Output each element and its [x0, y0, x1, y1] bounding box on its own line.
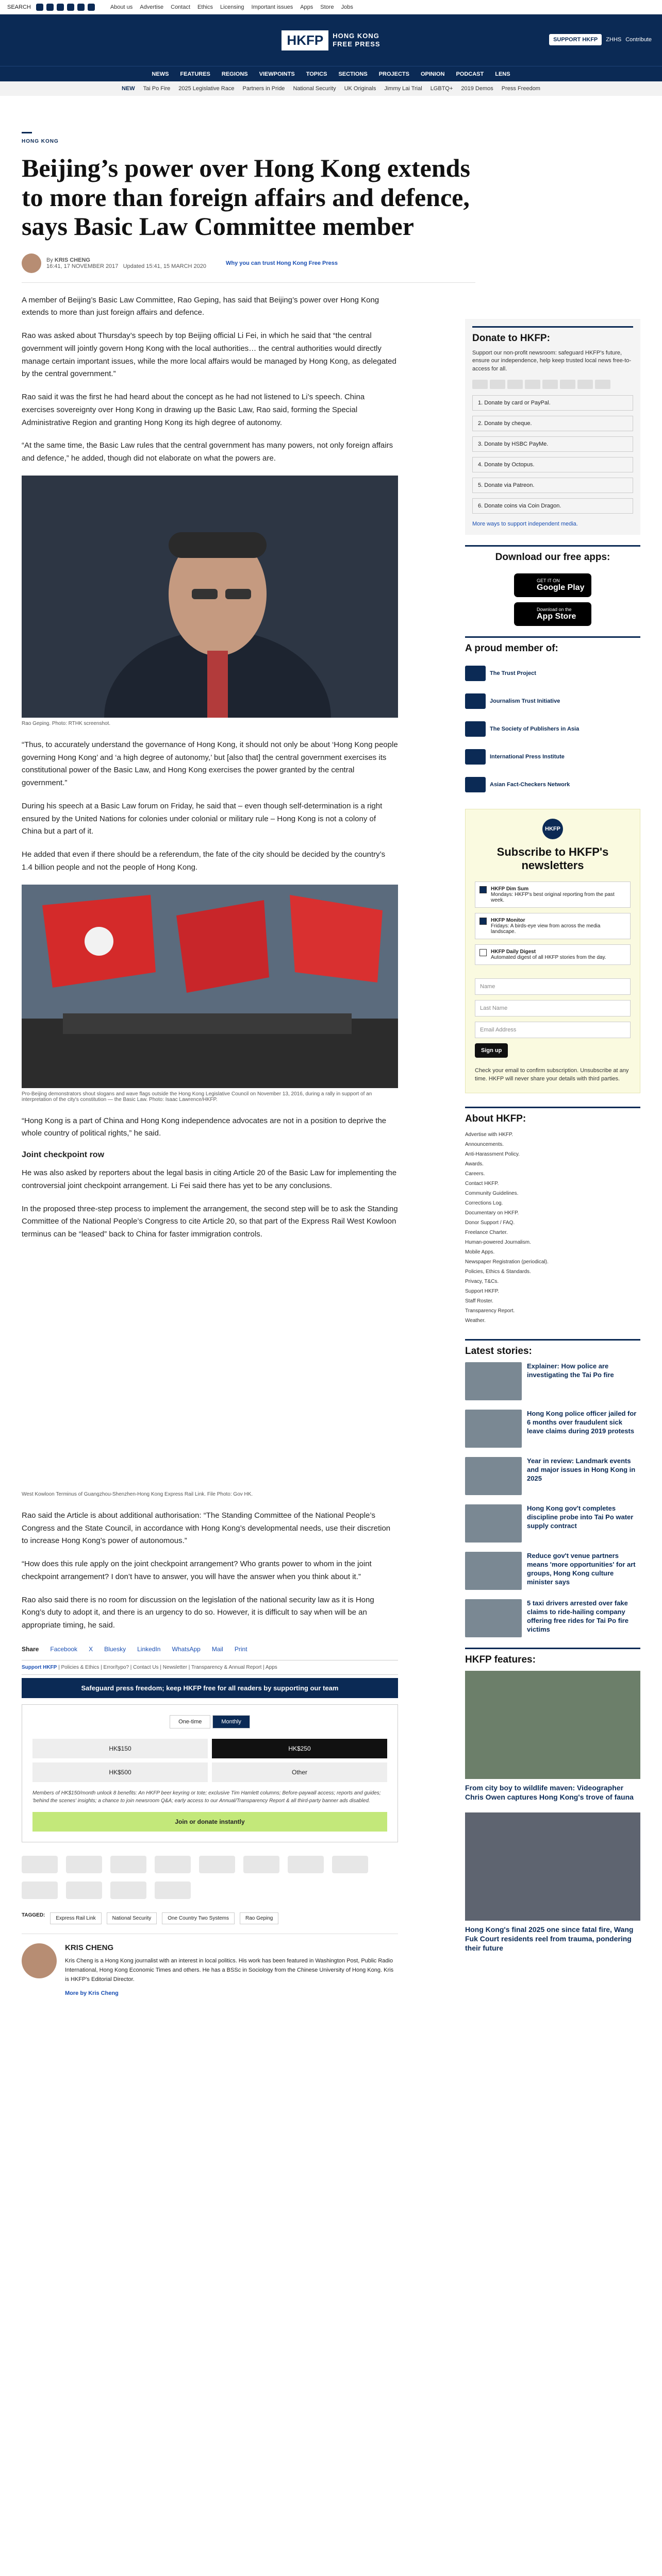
donate-option[interactable]: 4. Donate by Octopus. [472, 457, 633, 472]
tag[interactable]: National Security [107, 1912, 157, 1924]
ticker-item[interactable]: Tai Po Fire [143, 86, 171, 92]
appstore-label: App Store [537, 612, 576, 621]
ticker-item[interactable]: 2025 Legislative Race [178, 86, 235, 92]
nl-option-title: HKFP Daily Digest [491, 949, 536, 955]
gplay-caption: GET IT ON [537, 578, 560, 584]
about-link[interactable]: Privacy, T&Cs. [465, 1279, 499, 1285]
ticker-item[interactable]: UK Originals [344, 86, 376, 92]
photo-rao-geping [22, 476, 398, 718]
visa-icon [110, 1856, 146, 1873]
telegram-icon[interactable] [77, 4, 85, 11]
nl-option-desc: Automated digest of all HKFP stories from the day. [491, 955, 606, 961]
kicker-rule [22, 132, 32, 133]
paragraph: Rao also said there is no room for discussion on the legislation of the national security law as it is Hong Kong’s duty to adopt it, and there is an urgency to do so. However, it is difficult to say when will be an appropriate timing, he said. [22, 1595, 374, 1630]
flag-demonstration-image [22, 885, 398, 1088]
about-link[interactable]: Contact HKFP. [465, 1181, 499, 1187]
amount-option[interactable]: HK$500 [32, 1762, 208, 1782]
paypal-icon [22, 1882, 58, 1899]
ticker-item[interactable]: 2019 Demos [461, 86, 493, 92]
safeguard-banner: Safeguard press freedom; keep HKFP free for all readers by supporting our team [22, 1678, 398, 1698]
about-link[interactable]: Policies, Ethics & Standards. [465, 1269, 531, 1275]
share-bar [22, 1646, 398, 1653]
publish-date: 16:41, 17 NOVEMBER 2017 [46, 263, 119, 269]
member-logo[interactable]: International Press Institute [465, 743, 640, 771]
about-link[interactable]: Weather. [465, 1318, 486, 1324]
story-thumbnail [465, 1362, 522, 1400]
newsletter-panel [465, 809, 640, 1093]
amount-option-selected[interactable]: HK$250 [212, 1739, 387, 1758]
donate-option[interactable]: 6. Donate coins via Coin Dragon. [472, 498, 633, 514]
card-icon [525, 380, 540, 389]
signup-button[interactable]: Sign up [475, 1043, 508, 1058]
story-thumbnail [465, 1504, 522, 1543]
alipay-icon [288, 1856, 324, 1873]
newsletter-note: Check your email to confirm subscription. Unsubscribe at any time. HKFP will never share your details with third parties. [475, 1067, 629, 1082]
about-link[interactable]: Anti-Harassment Policy. [465, 1151, 520, 1158]
nl-option-desc: Fridays: A birds-eye view from across the media landscape. [491, 923, 601, 935]
about-link[interactable]: Newspaper Registration (periodical). [465, 1259, 549, 1265]
app-store-button[interactable] [514, 602, 591, 626]
page-container [22, 132, 640, 1997]
author-bio-name[interactable]: KRIS CHENG [65, 1943, 114, 1952]
x-icon[interactable] [46, 4, 54, 11]
story-title: 5 taxi drivers arrested over fake claims to ride-hailing company offering free rides for Tai Po fire victims [527, 1599, 628, 1633]
nl-option-title: HKFP Monitor [491, 918, 525, 924]
contribute-link[interactable]: Contribute [625, 37, 652, 43]
story-title: Explainer: How police are investigating the Tai Po fire [527, 1362, 614, 1379]
about-link[interactable]: Human-powered Journalism. [465, 1240, 531, 1246]
newsletter-option[interactable] [475, 944, 631, 965]
support-link[interactable]: Support HKFP [22, 1664, 57, 1670]
donate-panel [465, 319, 640, 535]
more-by-author-link[interactable]: More by Kris Cheng [65, 1990, 119, 1997]
donation-widget [22, 1704, 398, 1842]
sopa-icon [465, 721, 486, 737]
about-links [465, 1130, 640, 1326]
about-link[interactable]: Advertise with HKFP. [465, 1132, 514, 1138]
paragraph: In the proposed three-step process to implement the arrangement, the second step will be to ask the Standing Committee of the National People’s Congress to cite Article 20, so that part of the Express Rail West Kowloon terminus can be “leased” back to China for faster immigration controls. [22, 1204, 398, 1239]
donate-option[interactable]: 1. Donate by card or PayPal. [472, 395, 633, 411]
about-link[interactable]: Mobile Apps. [465, 1249, 495, 1256]
appstore-caption: Download on the [537, 607, 572, 613]
share-label: Share [22, 1645, 39, 1653]
youtube-icon[interactable] [67, 4, 74, 11]
story-title: Reduce gov't venue partners means 'more opportunities' for art groups, Hong Kong culture minister says [527, 1552, 636, 1586]
card-icon [577, 380, 593, 389]
google-play-button[interactable] [514, 573, 591, 597]
card-icon [595, 380, 610, 389]
newsletter-option[interactable] [475, 882, 631, 908]
util-link[interactable]: Apps [300, 4, 313, 10]
about-link[interactable]: Donor Support / FAQ. [465, 1220, 515, 1226]
donate-option[interactable]: 2. Donate by cheque. [472, 416, 633, 431]
member-logos [465, 659, 640, 799]
paragraph: “Thus, to accurately understand the governance of Hong Kong, it should not only be about ‘Hong Kong people governing Hong Kong’ and ‘a high degree of autonomy,’ but [also that] the central government exercises its constitutional power of the Basic Law, and Hong Kong exercises the power granted by the central government.” [22, 740, 398, 787]
latest-story[interactable] [465, 1504, 640, 1543]
unionpay-icon [66, 1856, 102, 1873]
photo-west-kowloon-terminus [22, 1251, 398, 1488]
tag-list [22, 1912, 398, 1924]
about-link[interactable]: Documentary on HKFP. [465, 1210, 519, 1216]
story-title: Year in review: Landmark events and major issues in Hong Kong in 2025 [527, 1457, 636, 1482]
checkbox[interactable] [479, 886, 487, 893]
feature-story[interactable] [465, 1671, 640, 1802]
trust-link[interactable]: Why you can trust Hong Kong Free Press [226, 260, 338, 266]
updated-date: Updated 15:41, 15 MARCH 2020 [123, 263, 207, 269]
paragraph: During his speech at a Basic Law forum on Friday, he said that – even though self-determination is a right ensured by the United Nations for colonies under colonial or military rule – Hong Kong is not a colony of China but a part of it. [22, 801, 383, 836]
share-whatsapp[interactable]: WhatsApp [172, 1645, 201, 1653]
share-mail[interactable]: Mail [211, 1645, 223, 1653]
threads-icon[interactable] [88, 4, 95, 11]
util-link[interactable]: Contact [171, 4, 191, 10]
latest-story[interactable] [465, 1552, 640, 1590]
tag[interactable]: Express Rail Link [50, 1912, 101, 1924]
mastercard-icon [22, 1856, 58, 1873]
feature-story[interactable] [465, 1812, 640, 1953]
about-link[interactable]: Careers. [465, 1171, 485, 1177]
latest-heading: Latest stories: [465, 1339, 640, 1362]
paragraph: “At the same time, the Basic Law rules that the central government has many powers, not only foreign affairs and defence,” he added, though did not elaborate on what the powers are. [22, 441, 393, 463]
nl-option-desc: Mondays: HKFP's best original reporting from the past week. [491, 892, 615, 904]
amount-options [32, 1739, 387, 1782]
photo-caption: Rao Geping. Photo: RTHK screenshot. [22, 720, 111, 726]
social-icons [36, 4, 95, 11]
util-link[interactable]: Jobs [341, 4, 353, 10]
ipi-icon [465, 749, 486, 765]
top-utility-bar [0, 0, 662, 14]
frequency-toggle [32, 1715, 387, 1728]
ticker-item[interactable]: National Security [293, 86, 336, 92]
tag[interactable]: One Country Two Systems [162, 1912, 235, 1924]
about-link[interactable]: Support HKFP. [465, 1289, 499, 1295]
story-thumbnail [465, 1457, 522, 1495]
paragraph: Rao said it was the first he had heard about the concept as he had not listened to Li’s speech. China exercises sovereignty over Hong Kong in drawing up the Basic Law, Rao said, forming the Special Administrative Region and granting Hong Kong its high degree of autonomy. [22, 393, 365, 427]
story-thumbnail [465, 1552, 522, 1590]
logo-line1: HONG KONG [333, 32, 379, 40]
ticker-label: NEW [122, 86, 135, 92]
policy-links[interactable]: | Policies & Ethics | Error/typo? | Contact Us | Newsletter | Transparency & Annual Report | Apps [58, 1664, 277, 1670]
jcb-icon [199, 1856, 235, 1873]
rao-portrait-image [22, 476, 398, 718]
nav-item[interactable]: OPINION [420, 71, 445, 77]
gpay-icon [110, 1882, 146, 1899]
donate-heading: Donate to HKFP: [472, 326, 633, 349]
feature-image [465, 1812, 640, 1921]
amount-option[interactable]: Other [212, 1762, 387, 1782]
ticker-item[interactable]: Jimmy Lai Trial [384, 86, 422, 92]
nl-option-title: HKFP Dim Sum [491, 886, 529, 892]
member-heading: A proud member of: [465, 636, 640, 659]
member-logo[interactable]: The Society of Publishers in Asia [465, 715, 640, 743]
nav-item[interactable]: LENS [495, 71, 510, 77]
about-link[interactable]: Announcements. [465, 1142, 504, 1148]
trust-project-icon [465, 666, 486, 681]
join-donate-button[interactable]: Join or donate instantly [32, 1812, 387, 1832]
instagram-icon[interactable] [57, 4, 64, 11]
util-link[interactable]: Ethics [197, 4, 213, 10]
about-link[interactable]: Community Guidelines. [465, 1191, 519, 1197]
story-title: Hong Kong police officer jailed for 6 months over fraudulent sick leave claims during 2019 protests [527, 1410, 637, 1435]
card-icon [542, 380, 558, 389]
amount-option[interactable]: HK$150 [32, 1739, 208, 1758]
about-link[interactable]: Staff Roster. [465, 1298, 493, 1304]
share-linkedin[interactable]: LinkedIn [137, 1645, 161, 1653]
language-switch[interactable]: ZHHS [606, 37, 622, 43]
util-link[interactable]: Store [320, 4, 334, 10]
sidebar [465, 319, 640, 1963]
donate-text[interactable]: Support our non-profit newsroom: safeguard HKFP's future, ensure our independence, help keep trusted local news free-to-access for all. [472, 349, 632, 372]
paragraph: A member of Beijing’s Basic Law Committee, Rao Geping, has said that Beijing’s power over Hong Kong extends to more than just foreign affairs and defence. [22, 295, 379, 317]
story-title: Hong Kong gov't completes discipline probe into Tai Po water supply contract [527, 1504, 634, 1530]
util-link[interactable]: Advertise [140, 4, 164, 10]
octopus-icon [66, 1882, 102, 1899]
main-nav [0, 66, 662, 81]
about-link[interactable]: Freelance Charter. [465, 1230, 508, 1236]
byline: By KRIS CHENG 16:41, 17 NOVEMBER 2017 Updated 15:41, 15 MARCH 2020 Why you can trust Hong Kong Free Press [22, 253, 475, 283]
author-bio-text: Kris Cheng is a Hong Kong journalist with an interest in local politics. His work has been featured in Washington Post, Public Radio International, Hong Kong Economic Times and others. He has a BSSc in Sociology from the Chinese University of Hong Kong. Kris is HKFP's Editorial Director. [65, 1957, 394, 1983]
ticker-item[interactable]: Press Freedom [501, 86, 540, 92]
logo-mark: HKFP [282, 30, 328, 50]
donate-option[interactable]: 3. Donate by HSBC PayMe. [472, 436, 633, 452]
gplay-label: Google Play [537, 583, 585, 592]
author-avatar [22, 253, 41, 273]
share-bluesky[interactable]: Bluesky [104, 1645, 126, 1653]
author-photo [22, 1943, 57, 1978]
util-link[interactable]: Licensing [220, 4, 244, 10]
paragraph: He added that even if there should be a referendum, the fate of the city should be decided by the country’s 1.4 billion people and not the people of Hong Kong. [22, 850, 386, 872]
amex-icon [155, 1856, 191, 1873]
ticker-item[interactable]: LGBTQ+ [430, 86, 453, 92]
article-title: Beijing’s power over Hong Kong extends to more than foreign affairs and defence, says Basic Law Committee member [22, 154, 470, 241]
features-heading: HKFP features: [465, 1648, 640, 1671]
first-name-input[interactable]: Name [475, 978, 631, 995]
toggle-monthly[interactable]: Monthly [212, 1715, 250, 1728]
support-hkfp-button[interactable]: SUPPORT HKFP [549, 34, 602, 45]
paragraph: “How does this rule apply on the joint checkpoint arrangement? Who grants power to whom in the joint checkpoint arrangement? I don’t have to answer, you will have the answer when you think about it.” [22, 1560, 372, 1581]
card-icon [560, 380, 575, 389]
membership-perks: Members of HK$150/month unlock 8 benefits: An HKFP beer keyring or tote; exclusive Tim Hamlett columns; Before-paywall access; reports and guides; 'behind the scenes' insights; a chance to join newsroom Q&A; early access to our Annual/Transparency Report & all third-party banner ads disabled. [32, 1790, 381, 1804]
story-thumbnail [465, 1599, 522, 1637]
about-link[interactable]: Awards. [465, 1161, 484, 1167]
section-heading: Joint checkpoint row [22, 1150, 105, 1159]
nav-item[interactable]: VIEWPOINTS [259, 71, 295, 77]
member-logo[interactable]: Journalism Trust Initiative [465, 687, 640, 715]
util-link[interactable]: Important issues [251, 4, 293, 10]
latest-story[interactable] [465, 1362, 640, 1400]
paragraph: Rao said the Article is about additional authorisation: “The Standing Committee of the National People’s Congress and the State Council, in accordance with Hong Kong’s developmental needs, use their discretion to increase Hong Kong’s power of autonomous.” [22, 1511, 391, 1546]
checkbox[interactable] [479, 918, 487, 925]
photo-caption: West Kowloon Terminus of Guangzhou-Shenzhen-Hong Kong Express Rail Link. File Photo: Gov HK. [22, 1491, 253, 1497]
payment-methods-large [22, 1856, 398, 1899]
site-logo[interactable] [282, 30, 380, 50]
about-link[interactable]: Corrections Log. [465, 1200, 503, 1207]
paragraph: Rao was asked about Thursday’s speech by top Beijing official Li Fei, in which he said that “the central government will jointly govern Hong Kong with the local authorities… the central authorities would directly manage certain important issues, while the more local affairs would be managed by Hong Kong, as delegated by the central government.” [22, 331, 396, 379]
feature-title: Hong Kong's final 2025 one since fatal fire, Wang Fuk Court residents reel from trauma, pondering their future [465, 1925, 634, 1952]
share-x[interactable]: X [89, 1645, 93, 1653]
donate-options [472, 395, 633, 514]
author-bio [22, 1934, 398, 1997]
apps-heading: Download our free apps: [465, 545, 640, 568]
payment-icons [472, 380, 633, 389]
feature-image [465, 1671, 640, 1779]
last-name-input[interactable]: Last Name [475, 1000, 631, 1016]
more-ways-link[interactable]: More ways to support independent media. [472, 521, 578, 528]
article-footer-links [22, 1660, 398, 1675]
share-print[interactable]: Print [234, 1645, 247, 1653]
patreon-icon [332, 1856, 368, 1873]
donate-option[interactable]: 5. Donate via Patreon. [472, 478, 633, 493]
share-facebook[interactable]: Facebook [50, 1645, 78, 1653]
card-icon [490, 380, 505, 389]
nav-item[interactable]: PODCAST [456, 71, 484, 77]
article-kicker[interactable]: HONG KONG [22, 139, 59, 144]
asian-factcheckers-icon [465, 777, 486, 792]
feature-title: From city boy to wildlife maven: Videographer Chris Owen captures Hong Kong's trove of fauna [465, 1784, 634, 1802]
paragraph: “Hong Kong is a part of China and Hong Kong independence advocates are not in a position to deprive the whole country of political rights,” he said. [22, 1116, 387, 1138]
nav-item[interactable]: NEWS [152, 71, 169, 77]
about-heading: About HKFP: [465, 1107, 640, 1130]
author-name[interactable]: KRIS CHENG [54, 257, 90, 263]
photo-caption: Pro-Beijing demonstrators shout slogans and wave flags outside the Hong Kong Legislative Council on November 13, 2016, during a rally in support of an interpretation of the city's constitution — the Basic Law. Photo: Isaac Lawrence/HKFP. [22, 1091, 372, 1103]
latest-stories [465, 1362, 640, 1637]
card-icon [507, 380, 523, 389]
newsletter-title: Subscribe to HKFP's newsletters [496, 845, 609, 872]
masthead [0, 14, 662, 66]
latest-story[interactable] [465, 1410, 640, 1448]
jti-icon [465, 693, 486, 709]
nav-item[interactable]: SECTIONS [338, 71, 368, 77]
nav-item[interactable]: PROJECTS [378, 71, 409, 77]
utility-links [110, 4, 353, 10]
email-input[interactable]: Email Address [475, 1022, 631, 1038]
payme-icon [243, 1856, 279, 1873]
card-icon [472, 380, 488, 389]
latest-story[interactable] [465, 1599, 640, 1637]
tagged-label: TAGGED: [22, 1912, 45, 1918]
facebook-icon[interactable] [36, 4, 43, 11]
photo-demonstrators [22, 885, 398, 1088]
article-body [22, 294, 398, 1997]
search-link[interactable]: SEARCH [7, 4, 31, 10]
util-link[interactable]: About us [110, 4, 133, 10]
tag[interactable]: Rao Geping [240, 1912, 278, 1924]
latest-story[interactable] [465, 1457, 640, 1495]
member-logo[interactable]: The Trust Project [465, 659, 640, 687]
nav-item[interactable]: REGIONS [221, 71, 248, 77]
about-link[interactable]: Transparency Report. [465, 1308, 515, 1314]
ticker-item[interactable]: Partners in Pride [242, 86, 285, 92]
member-logo[interactable]: Asian Fact-Checkers Network [465, 771, 640, 799]
topic-ticker [0, 81, 662, 96]
logo-line2: FREE PRESS [333, 40, 380, 48]
checkbox[interactable] [479, 949, 487, 956]
nav-item[interactable]: FEATURES [180, 71, 210, 77]
hkfp-badge: HKFP [542, 819, 563, 839]
applepay-icon [155, 1882, 191, 1899]
paragraph: He was also asked by reporters about the legal basis in citing Article 20 of the Basic Law for implementing the controversial joint checkpoint arrangement. Li Fei said there has yet to be any conclusions. [22, 1168, 397, 1190]
newsletter-option[interactable] [475, 913, 631, 939]
nav-item[interactable]: TOPICS [306, 71, 327, 77]
toggle-one-time[interactable]: One-time [170, 1715, 210, 1728]
story-thumbnail [465, 1410, 522, 1448]
